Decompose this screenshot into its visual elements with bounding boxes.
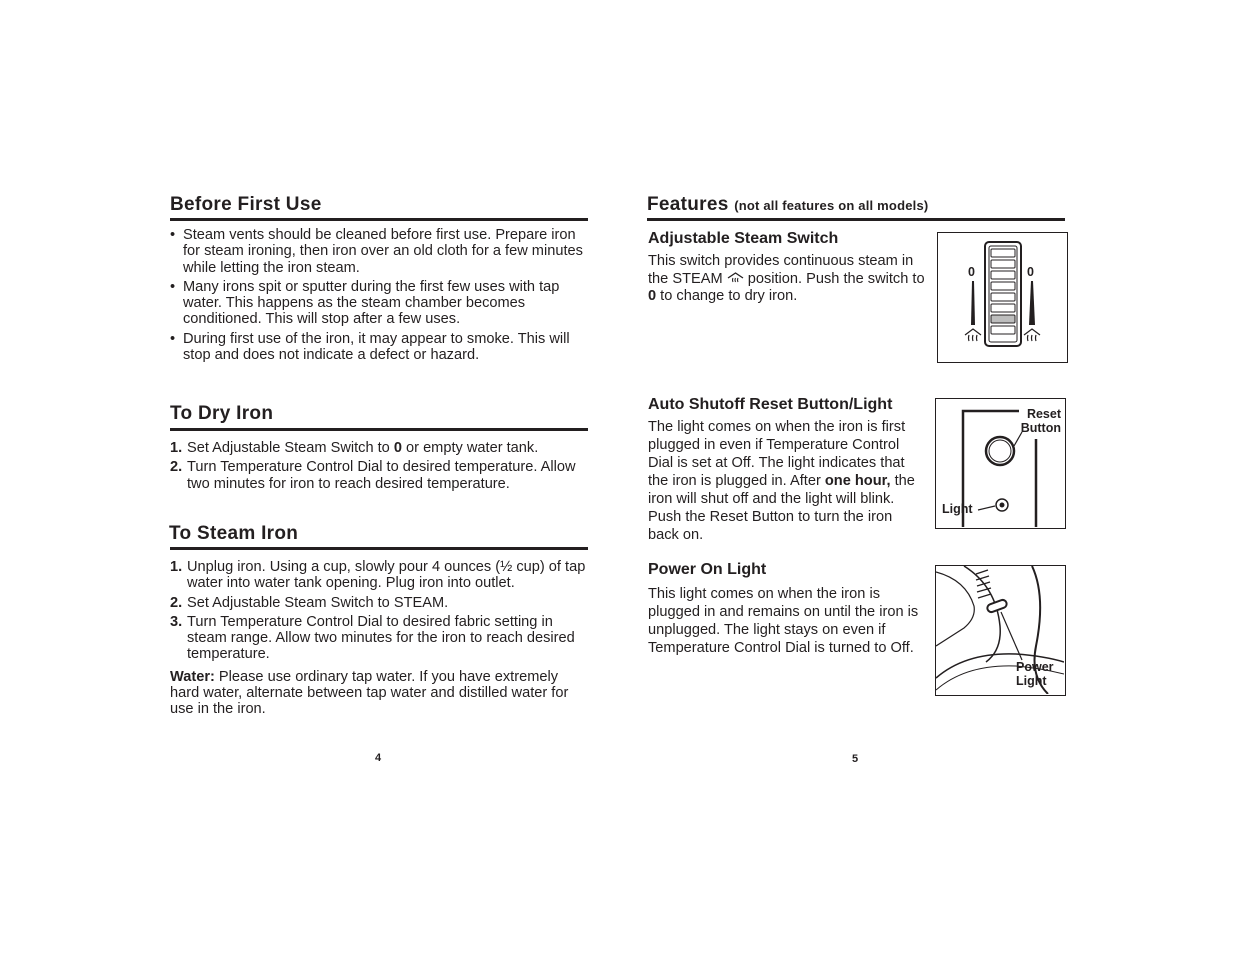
power-light-text: This light comes on when the iron is plugged in and remains on until the iron is unplugged. The light stays on even if Temperature Control Dial is turned to Off. (648, 586, 919, 656)
dry-iron-heading: To Dry Iron (170, 403, 274, 424)
section-divider (170, 428, 588, 431)
zero-label-right: 0 (1027, 265, 1034, 279)
section-divider (170, 547, 588, 550)
list-item: 1. Set Adjustable Steam Switch to 0 or empty water tank. (170, 440, 539, 456)
auto-shutoff-heading: Auto Shutoff Reset Button/Light (648, 396, 893, 413)
page-number-left: 4 (375, 752, 382, 764)
power-light-label: Power Light (1016, 660, 1054, 688)
auto-shutoff-text: The light comes on when the iron is first plugged in even if Temperature Control Dial is set at Off. The light indicates that the iron is plugged in. After one hour, the iron will shut off and the light will blink. Push the Reset Button to turn the iron back on. (648, 419, 915, 543)
before-first-use-heading: Before First Use (170, 194, 322, 215)
water-note: Water: Please use ordinary tap water. If you have extremely hard water, alternate between tap water and distilled water for use in the iron. (170, 668, 569, 718)
list-item: • Steam vents should be cleaned before first use. Prepare iron for steam ironing, then iron over an old cloth for a few minutes while letting the iron steam. (170, 227, 583, 276)
steam-switch-text: This switch provides continuous steam in the STEAM position. Push the switch to 0 to change to dry iron. (648, 253, 925, 304)
power-light-heading: Power On Light (648, 561, 767, 578)
section-divider (170, 218, 588, 221)
steam-switch-figure (937, 232, 1068, 363)
reset-button-figure (935, 398, 1066, 529)
dry-iron-steps (170, 440, 588, 495)
steam-switch-heading: Adjustable Steam Switch (648, 230, 839, 247)
reset-button-label: Reset Button (1020, 407, 1061, 435)
steam-iron-heading: To Steam Iron (169, 523, 299, 544)
section-divider (647, 218, 1065, 221)
list-item: 2. Turn Temperature Control Dial to desired temperature. Allow two minutes for iron to reach desired temperature. (170, 459, 576, 492)
steam-switch-illustration (938, 233, 1066, 361)
features-heading: Features (not all features on all models) (647, 194, 929, 215)
steam-iron-steps (170, 559, 588, 718)
power-light-figure (935, 565, 1066, 696)
zero-label-left: 0 (968, 265, 975, 279)
steam-icon (727, 272, 744, 284)
before-first-use-list (170, 227, 588, 366)
page-number-right: 5 (852, 753, 859, 765)
list-item: 1. Unplug iron. Using a cup, slowly pour 4 ounces (½ cup) of tap water into water tank opening. Plug iron into outlet. (170, 559, 586, 592)
light-label: Light (942, 502, 973, 516)
list-item: • Many irons spit or sputter during the first few uses with tap water. This happens as the steam chamber becomes conditioned. This will stop after a few uses. (170, 278, 560, 328)
list-item: 3. Turn Temperature Control Dial to desired fabric setting in steam range. Allow two minutes for the iron to reach desired temperature. (170, 613, 575, 663)
list-item: 2. Set Adjustable Steam Switch to STEAM. (170, 594, 449, 611)
list-item: • During first use of the iron, it may appear to smoke. This will stop and does not indicate a defect or hazard. (170, 330, 570, 364)
